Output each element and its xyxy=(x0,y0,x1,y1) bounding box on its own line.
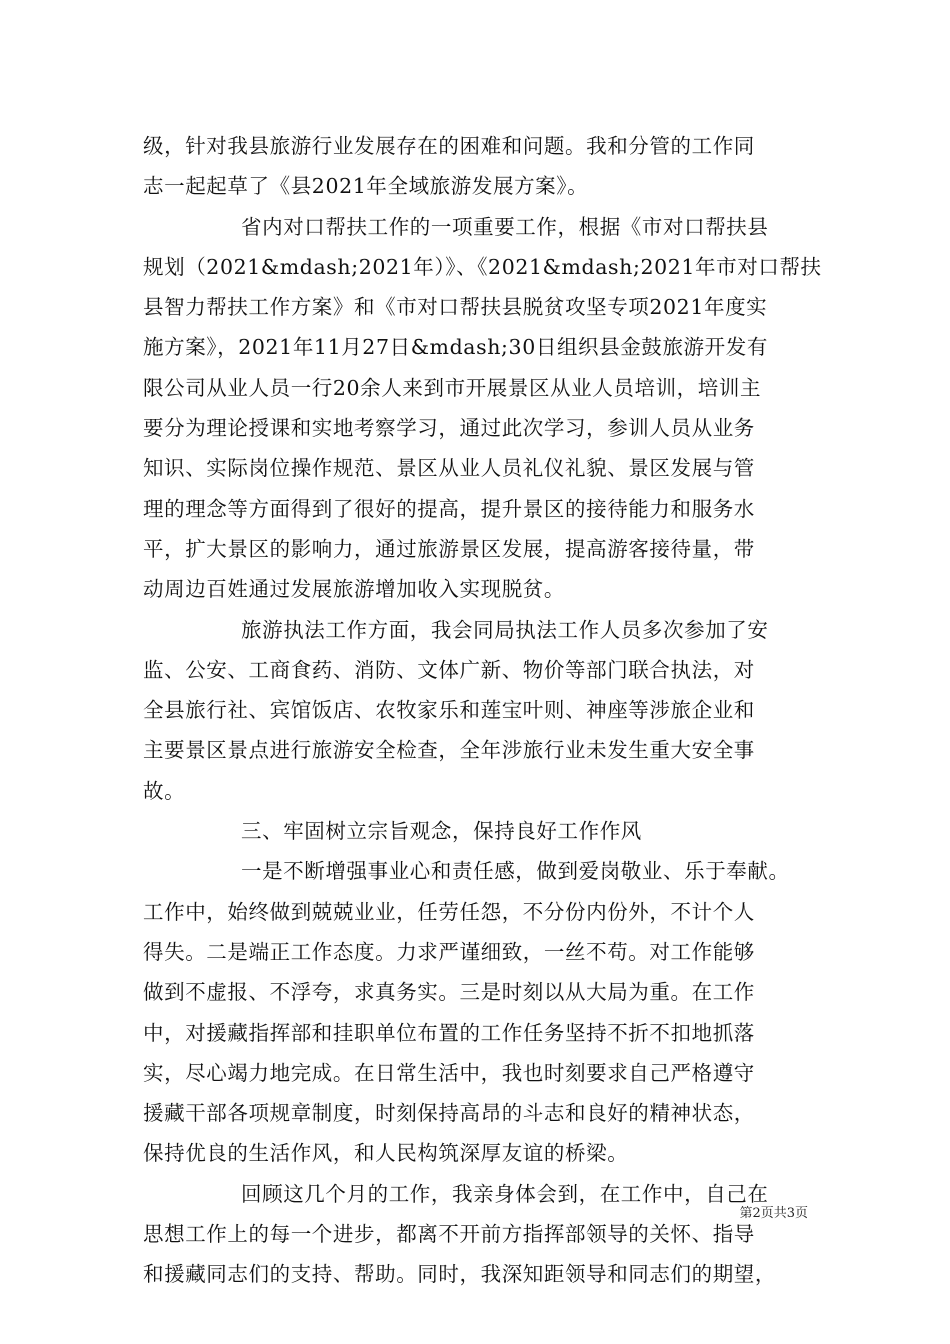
text-line: 援藏干部各项规章制度，时刻保持高昂的斗志和良好的精神状态， xyxy=(143,1101,755,1126)
text-line: 监、公安、工商食药、消防、文体广新、物价等部门联合执法，对 xyxy=(143,657,755,682)
text-line: 级，针对我县旅游行业发展存在的困难和问题。我和分管的工作同 xyxy=(143,134,755,158)
text-line: 和援藏同志们的支持、帮助。同时，我深知距领导和同志们的期望， xyxy=(143,1262,776,1287)
text-line: 保持优良的生活作风，和人民构筑深厚友谊的桥梁。 xyxy=(143,1141,629,1166)
document-body xyxy=(143,126,822,1295)
text-line: 县智力帮扶工作方案》和《市对口帮扶县脱贫攻坚专项2021年度实 xyxy=(143,295,768,320)
text-line: 工作中，始终做到兢兢业业，任劳任怨，不分份内份外，不计个人 xyxy=(143,899,755,924)
text-line: 要分为理论授课和实地考察学习，通过此次学习，参训人员从业务 xyxy=(143,416,755,441)
text-line: 施方案》，2021年11月27日&mdash;30日组织县金鼓旅游开发有 xyxy=(143,335,768,360)
text-line: 思想工作上的每一个进步，都离不开前方指挥部领导的关怀、指导 xyxy=(143,1222,755,1247)
text-line: 旅游执法工作方面，我会同局执法工作人员多次参加了安 xyxy=(241,617,769,642)
text-line: 省内对口帮扶工作的一项重要工作，根据《市对口帮扶县 xyxy=(241,214,769,239)
text-line: 知识、实际岗位操作规范、景区从业人员礼仪礼貌、景区发展与管 xyxy=(143,456,755,481)
text-line: 回顾这几个月的工作，我亲身体会到，在工作中，自己在 xyxy=(241,1181,769,1206)
text-line: 规划（2021&mdash;2021年）》、《2021&mdash;2021年市对口帮扶 xyxy=(143,254,822,279)
text-line: 动周边百姓通过发展旅游增加收入实现脱贫。 xyxy=(143,577,565,602)
text-line: 限公司从业人员一行20余人来到市开展景区从业人员培训，培训主 xyxy=(143,375,762,400)
text-line: 得失。二是端正工作态度。力求严谨细致，一丝不苟。对工作能够 xyxy=(143,939,755,964)
text-line: 实，尽心竭力地完成。在日常生活中，我也时刻要求自己严格遵守 xyxy=(143,1060,755,1085)
text-line: 做到不虚报、不浮夸，求真务实。三是时刻以从大局为重。在工作 xyxy=(143,980,755,1005)
page-number: 第2页共3页 xyxy=(739,1206,808,1221)
text-line: 故。 xyxy=(143,778,186,803)
text-line: 中，对援藏指挥部和挂职单位布置的工作任务坚持不折不扣地抓落 xyxy=(143,1020,755,1045)
text-line: 一是不断增强事业心和责任感，做到爱岗敬业、乐于奉献。 xyxy=(241,859,790,884)
text-line: 平，扩大景区的影响力，通过旅游景区发展，提高游客接待量，带 xyxy=(143,536,755,561)
text-line: 志一起起草了《县2021年全域旅游发展方案》。 xyxy=(143,174,589,199)
text-line: 主要景区景点进行旅游安全检查，全年涉旅行业未发生重大安全事 xyxy=(143,738,755,763)
text-line: 理的理念等方面得到了很好的提高，提升景区的接待能力和服务水 xyxy=(143,496,755,521)
text-line: 三、牢固树立宗旨观念，保持良好工作作风 xyxy=(241,819,642,844)
text-line: 全县旅行社、宾馆饭店、农牧家乐和莲宝叶则、神座等涉旅企业和 xyxy=(143,698,755,723)
